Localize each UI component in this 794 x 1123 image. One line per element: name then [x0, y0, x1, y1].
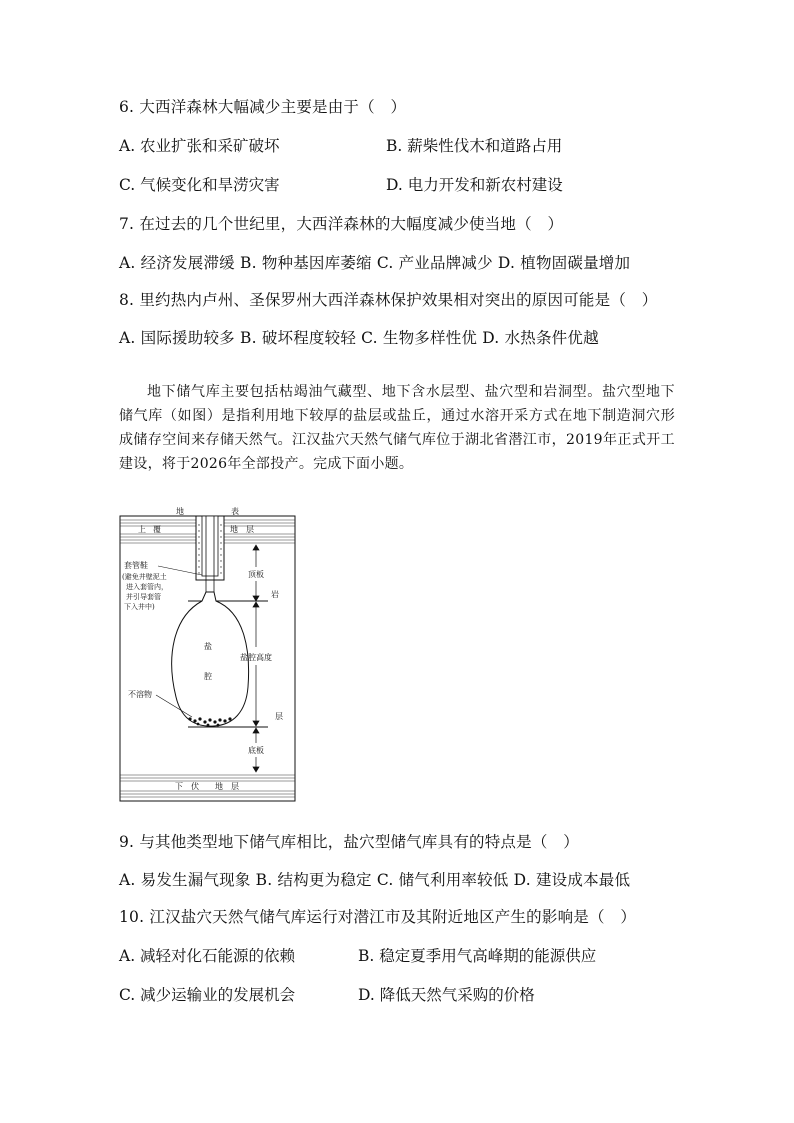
question-9-stem: 9. 与其他类型地下储气库相比，盐穴型储气库具有的特点是（ ）	[119, 833, 579, 851]
q10-option-a: A. 减轻对化石能源的依赖	[119, 947, 296, 965]
lower-stratum-hatching	[120, 775, 295, 797]
q8-options: A. 国际援助较多 B. 破坏程度较轻 C. 生物多样性优 D. 水热条件优越	[119, 329, 599, 347]
casing-shoe-line-4: 并引导套管	[126, 593, 161, 601]
upper-stratum-char-1: 上	[138, 525, 146, 534]
q6-option-d: D. 电力开发和新农村建设	[386, 176, 563, 194]
cavity-height-label: 盐腔高度	[240, 653, 272, 662]
roof-label: 顶板	[248, 570, 264, 579]
q10-option-d: D. 降低天然气采购的价格	[358, 986, 535, 1004]
salt-cavern-diagram	[118, 507, 296, 803]
cavity-char-2: 腔	[204, 672, 212, 681]
top-label-1: 地	[176, 507, 184, 516]
salt-cavity-outline	[172, 592, 249, 726]
casing-shoe-line-2: (避免井壁泥土	[122, 573, 167, 581]
lower-stratum-char-1: 下	[175, 782, 183, 791]
lower-stratum-char-4: 层	[231, 782, 239, 791]
salt-rock-label-2: 层	[275, 712, 283, 721]
casing-shoe-line-5: 下入井中)	[124, 603, 155, 611]
casing-shoe-line-1: 套管鞋	[124, 561, 148, 570]
cavity-char-1: 盐	[204, 642, 212, 651]
reading-passage: 地下储气库主要包括枯竭油气藏型、地下含水层型、盐穴型和岩洞型。盐穴型地下储气库（如图）是指利用地下较厚的盐层或盐丘，通过水溶开采方式在地下制造洞穴形成储存空间来存储天然气。江汉盐穴天然气储气库位于湖北省潜江市，2019年正式开工建设，将于2026年全部投产。完成下面小题。	[119, 384, 675, 472]
q10-option-b: B. 稳定夏季用气高峰期的能源供应	[358, 947, 597, 965]
q7-options: A. 经济发展滞缓 B. 物种基因库萎缩 C. 产业品牌减少 D. 植物固碳量增加	[119, 254, 631, 272]
q9-options: A. 易发生漏气现象 B. 结构更为稳定 C. 储气利用率较低 D. 建设成本最低	[119, 871, 631, 889]
lower-stratum-char-3: 地	[215, 782, 223, 791]
q6-option-a: A. 农业扩张和采矿破坏	[119, 137, 280, 155]
question-8-stem: 8. 里约热内卢州、圣保罗州大西洋森林保护效果相对突出的原因可能是（ ）	[119, 291, 658, 309]
question-6-stem: 6. 大西洋森林大幅减少主要是由于（ ）	[119, 98, 407, 116]
well-casing	[196, 516, 224, 592]
upper-stratum-char-3: 地	[230, 525, 238, 534]
question-7-stem: 7. 在过去的几个世纪里，大西洋森林的大幅度减少使当地（ ）	[119, 215, 564, 233]
question-10-stem: 10. 江汉盐穴天然气储气库运行对潜江市及其附近地区产生的影响是（ ）	[119, 908, 637, 926]
upper-stratum-char-4: 层	[246, 525, 254, 534]
casing-shoe-line-3: 进入套管内，	[126, 583, 168, 591]
q10-option-c: C. 减少运输业的发展机会	[119, 986, 296, 1004]
salt-rock-label-1: 岩	[271, 590, 279, 599]
insoluble-label: 不溶物	[128, 690, 152, 699]
top-label-2: 表	[231, 507, 239, 516]
q6-option-c: C. 气候变化和旱涝灾害	[119, 176, 280, 194]
q6-option-b: B. 薪柴性伐木和道路占用	[386, 137, 563, 155]
floor-label: 底板	[248, 746, 264, 755]
lower-stratum-char-2: 伏	[191, 782, 199, 791]
upper-stratum-char-2: 覆	[153, 525, 161, 534]
